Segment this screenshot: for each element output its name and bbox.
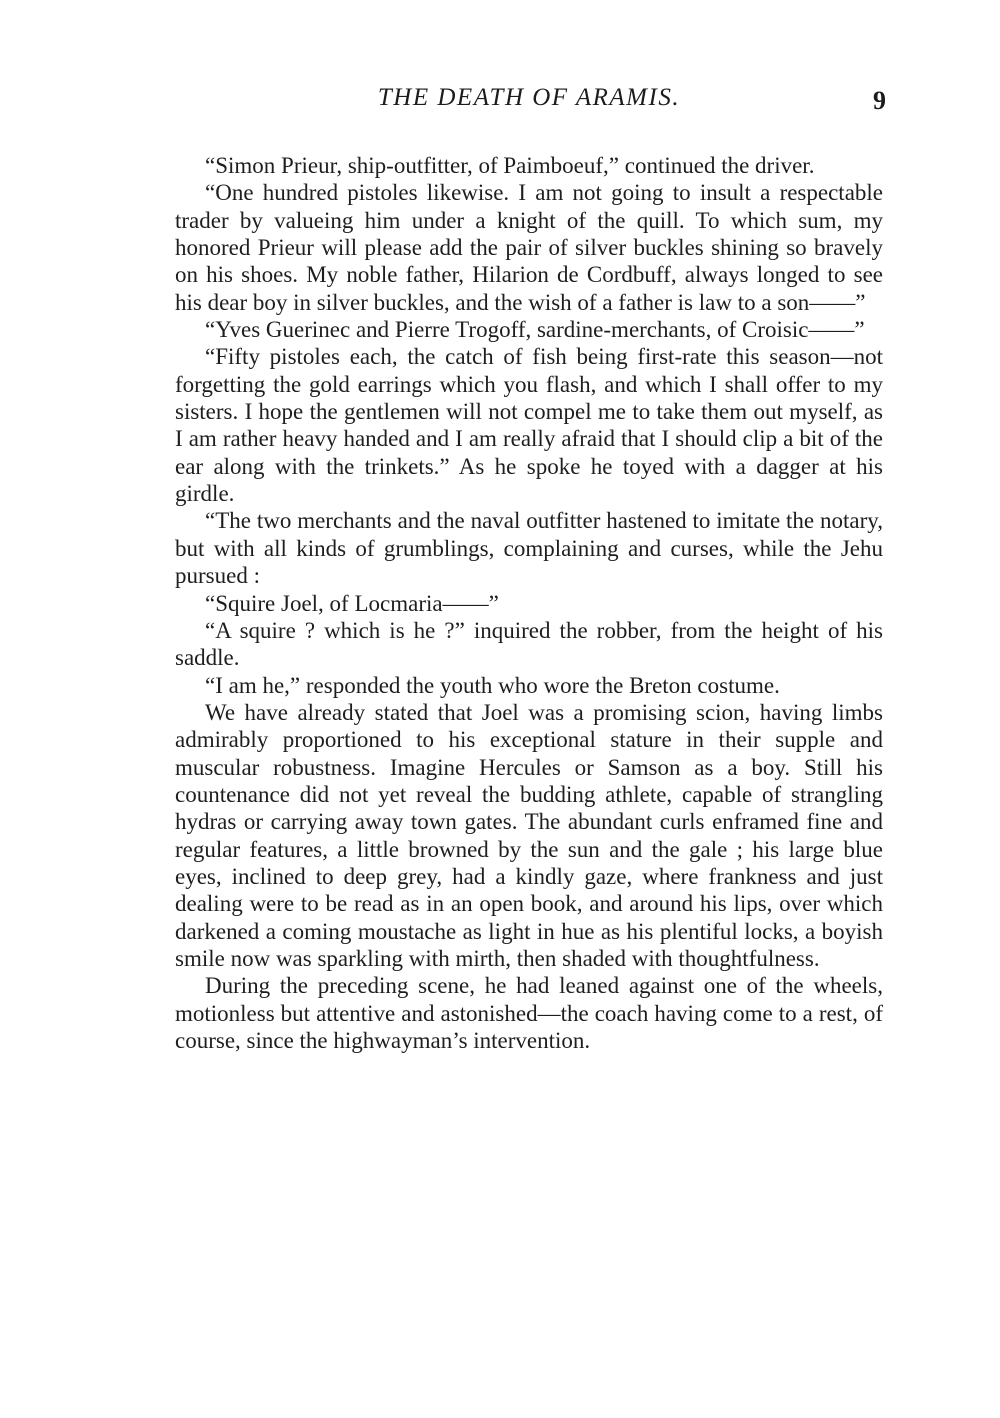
paragraph-simon-prieur: “Simon Prieur, ship-outfitter, of Paimboeuf,” continued the driver. bbox=[205, 153, 815, 178]
page-header bbox=[170, 84, 888, 124]
page-number: 9 bbox=[873, 86, 886, 115]
paragraph-yves-guerinec: “Yves Guerinec and Pierre Trogoff, sardine-merchants, of Croisic——” bbox=[205, 317, 865, 343]
paragraph-a-squire: “A squire ? which is he ?” inquired the robber, from the height of his saddle. bbox=[175, 617, 883, 671]
running-title: THE DEATH OF ARAMIS. bbox=[377, 84, 681, 111]
paragraph-one-hundred-pistoles: “One hundred pistoles likewise. I am not going to insult a respectable trader by valueing him under a knight of the quill. To which sum, my honored Prieur will please add the pair of silver buckles shining so bravely on his shoes. My noble father, Hilarion de Cordbuff, always longed to see his dear boy in silver buckles, and the wish of a father is law to a son——” bbox=[175, 180, 883, 315]
paragraph-i-am-he: “I am he,” responded the youth who wore the Breton costume. bbox=[205, 672, 780, 698]
paragraph-fifty-pistoles: “Fifty pistoles each, the catch of fish being first-rate this season—not forgetting the gold earrings which you flash, and which I shall offer to my sisters. I hope the gentlemen will not compel me to take them out myself, as I am rather heavy handed and I am really afraid that I should clip a bit of the ear along with the trinkets.” As he spoke he toyed with a dagger at his girdle. bbox=[175, 344, 883, 507]
body-text bbox=[175, 152, 883, 1054]
paragraph-preceding-scene: During the preceding scene, he had leaned against one of the wheels, motionless but attentive and astonished—the coach having come to a rest, of course, since the highwayman’s intervention. bbox=[175, 973, 883, 1053]
paragraph-joel-description: We have already stated that Joel was a promising scion, having limbs admirably proportioned to his exceptional stature in their supple and muscular robustness. Imagine Hercules or Samson as a boy. Still his countenance did not yet reveal the budding athlete, capable of strangling hydras or carrying away town gates. The abundant curls enframed fine and regular features, a little browned by the sun and the gale ; his large blue eyes, inclined to deep grey, had a kindly gaze, where frankness and just dealing were to be read as in an open book, and around his lips, over which darkened a coming moustache as light in hue as his plentiful locks, a boyish smile now was sparkling with mirth, then shaded with thoughtfulness. bbox=[175, 699, 883, 971]
paragraph-two-merchants: “The two merchants and the naval outfitter hastened to imitate the notary, but with all kinds of grumblings, complaining and curses, while the Jehu pursued : bbox=[175, 508, 883, 589]
paragraph-squire-joel: “Squire Joel, of Locmaria——” bbox=[205, 590, 499, 616]
